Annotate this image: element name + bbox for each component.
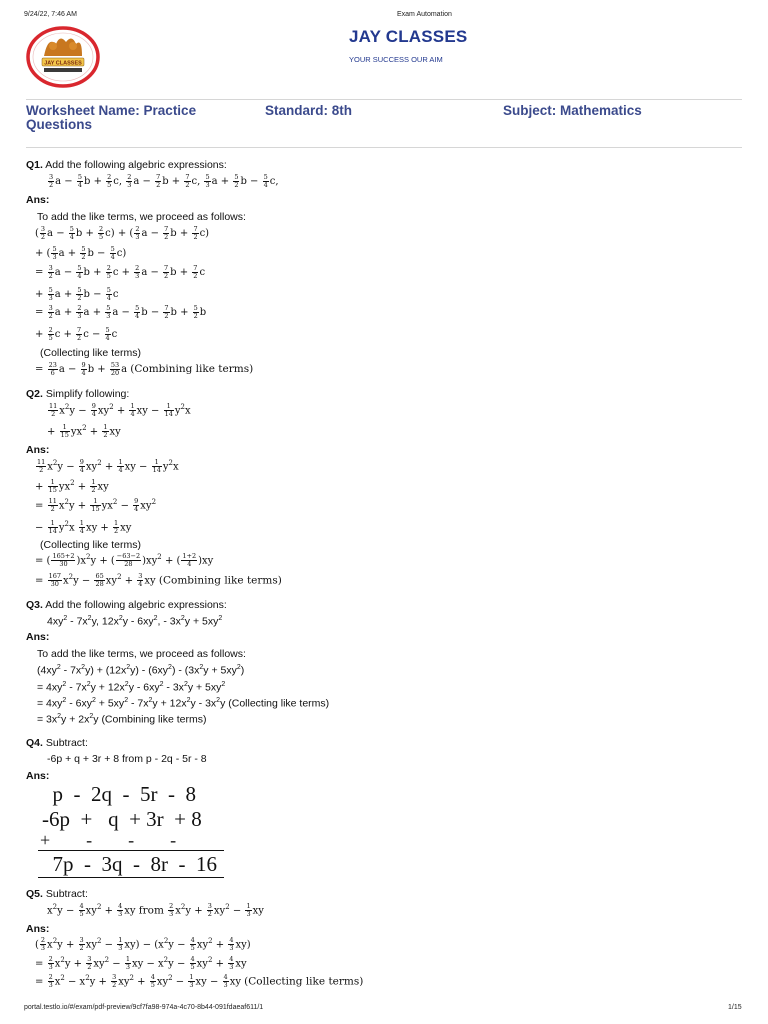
q2-text: Simplify following: [45, 388, 130, 400]
q1-label: Q1. [26, 159, 43, 171]
q5-step2: = $\frac{2}{3}$ $x^2y$ + $\frac{3}{2}$ $xy^2$ − $\frac{1}{3}$ xy − $x^2y$ − $\frac{4}{5}$ $xy^2$ + $\frac{4}{3}$ xy [35, 955, 247, 972]
standard-label: Standard: 8th [265, 103, 353, 118]
q3-label: Q3. [26, 599, 43, 611]
q1-step2: + ( $\frac{5}{3}$ a + $\frac{5}{2}$ b − $\frac{5}{4}$ c) [35, 245, 127, 261]
q1-step1: ( $\frac{3}{2}$ a − $\frac{5}{4}$ b + $\frac{2}{5}$ c) + ( $\frac{2}{3}$ a − $\frac{7}{2}$ b + $\frac{7}{2}$ c) [35, 225, 210, 241]
worksheet-name [26, 104, 196, 132]
q2-expression-line1: $\frac{11}{2}$ $x^2y$ − $\frac{9}{4}$ $xy^2$ + $\frac{1}{4}$ xy − $\frac{1}{14}$ $y^2x$ [49, 402, 191, 419]
brand-title: JAY CLASSES [349, 27, 468, 46]
q1-intro: To add the like terms, we proceed as follows: [37, 211, 246, 223]
q1-step3: = $\frac{3}{2}$ a − $\frac{5}{4}$ b + $\frac{2}{5}$ c + $\frac{2}{3}$ a − $\frac{7}{2}$ b + $\frac{7}{2}$ c [35, 264, 206, 280]
q5-expression: $x^2y$ − $\frac{4}{5}$ $xy^2$ + $\frac{4}{3}$ xy from $\frac{2}{3}$ $x^2y$ + $\frac{3}{2}$ $xy^2$ − $\frac{1}{3}$ xy [47, 902, 264, 919]
q3-ans-label: Ans: [26, 631, 50, 643]
q1-result: = $\frac{23}{6}$ a − $\frac{9}{4}$ b + $\frac{53}{20}$ a (Combining like terms) [35, 361, 254, 377]
q5-ans-label: Ans: [26, 923, 50, 935]
q5-step1: ( $\frac{2}{3}$ $x^2y$ + $\frac{3}{2}$ $xy^2$ − $\frac{1}{3}$ $xy) - (x^2y$ − $\frac{4}{5}$ $xy^2$ + $\frac{4}{3}$ xy) [35, 936, 251, 953]
divider-top [26, 99, 742, 100]
worksheet-name-line2: Questions [26, 117, 93, 132]
print-datetime: 9/24/22, 7:46 AM [24, 11, 77, 18]
q1-collecting: (Collecting like terms) [40, 347, 141, 359]
q4-row-minuend: p - 2q - 5r - 8 [42, 782, 196, 806]
q5-step3: = $\frac{2}{3}$ $x^2 - x^2y$ + $\frac{3}{2}$ $xy^2$ + $\frac{4}{5}$ $xy^2$ − $\frac{1}{3}$ xy − $\frac{4}{3}$ xy (Collecting like terms) [35, 973, 364, 990]
q3-intro: To add the like terms, we proceed as follows: [37, 648, 246, 660]
q2-step5: = ( $\frac{165+2}{30}$ )$x^2y$ + ( $\frac{-63-2}{28}$ )$xy^2$ + ( $\frac{1+2}{4}$ )xy [35, 552, 214, 569]
q2-label: Q2. [26, 388, 43, 400]
q3-collecting: (Collecting like terms) [228, 697, 330, 710]
q4-row-signs: + - - - [40, 830, 177, 850]
q4-label: Q4. [26, 737, 43, 749]
brand-tagline: YOUR SUCCESS OUR AIM [349, 55, 443, 64]
jay-classes-logo [26, 26, 100, 88]
q1-step6: + $\frac{2}{5}$ c + $\frac{7}{2}$ c − $\frac{5}{4}$ c [35, 326, 118, 342]
divider-meta [26, 147, 742, 148]
q1-text: Add the following algebric expressions: [45, 159, 227, 171]
q3-question [26, 599, 227, 611]
q1-combining: (Combining like terms) [130, 363, 254, 375]
q5-from: from [138, 904, 164, 917]
q2-step2: + $\frac{1}{15}$ $yx^2$ + $\frac{1}{2}$ xy [35, 478, 109, 495]
q2-result: = $\frac{167}{30}$ $x^2y$ − $\frac{65}{28}$ $xy^2$ + $\frac{3}{4}$ xy (Combining like terms) [35, 572, 282, 589]
q3-step3: = $4xy^2 - 6xy^2 + 5xy^2 - 7x^2y + 12x^2y - 3x^2y$ (Collecting like terms) [37, 697, 330, 710]
svg-text:JAY CLASSES: JAY CLASSES [44, 60, 82, 67]
q1-question [26, 159, 227, 171]
q5-collecting: (Collecting like terms) [244, 975, 364, 988]
q2-ans-label: Ans: [26, 444, 50, 456]
q3-expression: $4xy^2 - 7x^2y$, $12x^2y - 6xy^2$, - $3x^2y + 5xy^2$ [47, 615, 223, 628]
print-page-title: Exam Automation [397, 11, 452, 18]
q4-row-result: 7p - 3q - 8r - 16 [42, 852, 217, 876]
q2-combining: (Combining like terms) [158, 574, 282, 587]
q3-text: Add the following algebric expressions: [45, 599, 227, 611]
q4-rule-bottom [38, 877, 224, 878]
q1-expression: $\frac{3}{2}$ a − $\frac{5}{4}$ b + $\frac{2}{5}$ c, $\frac{2}{3}$ a − $\frac{7}{2}$ b + $\frac{7}{2}$ c, $\frac{5}{3}$ a + $\frac{5}{2}$ b − $\frac{5}{4}$ c, [49, 173, 279, 189]
q5-label: Q5. [26, 888, 43, 900]
q2-step4: − $\frac{1}{14}$ $y^2x$ $\frac{1}{4}$ xy + $\frac{1}{2}$ xy [35, 519, 132, 536]
q1-step5: = $\frac{3}{2}$ a + $\frac{2}{3}$ a + $\frac{5}{3}$ a − $\frac{5}{4}$ b − $\frac{7}{2}$ b + $\frac{5}{2}$ b [35, 304, 207, 320]
q3-result: = $3x^2y + 2x^2y$ (Combining like terms) [37, 713, 207, 726]
q2-collecting: (Collecting like terms) [40, 539, 141, 551]
q2-expression-line2: + $\frac{1}{15}$ $yx^2$ + $\frac{1}{2}$ xy [47, 423, 121, 440]
q1-ans-label: Ans: [26, 194, 50, 206]
print-url: portal.testlo.io/#/exam/pdf-preview/9cf7fa98-974a-4c70-8b44-091fdaeaf611/1 [24, 1004, 264, 1011]
subject-label: Subject: Mathematics [503, 103, 642, 118]
print-page-number: 1/15 [728, 1004, 742, 1011]
worksheet-name-line1: Worksheet Name: Practice [26, 103, 197, 118]
q4-row-subtrahend: -6p + q + 3r + 8 [42, 807, 202, 831]
q4-expression: -6p + q + 3r + 8 from p - 2q - 5r - 8 [47, 753, 207, 765]
q2-step3: = $\frac{11}{2}$ $x^2y$ + $\frac{1}{15}$ $yx^2$ − $\frac{9}{4}$ $xy^2$ [35, 497, 157, 514]
q1-step4: + $\frac{5}{3}$ a + $\frac{5}{2}$ b − $\frac{5}{4}$ c [35, 286, 119, 302]
q4-text: Subtract: [45, 737, 88, 749]
q2-step1: $\frac{11}{2}$ $x^2y$ − $\frac{9}{4}$ $xy^2$ + $\frac{1}{4}$ xy − $\frac{1}{14}$ $y^2x$ [37, 458, 179, 475]
q3-step1: $(4xy^2 - 7x^2y) + (12x^2y) - (6xy^2) - (3x^2y + 5xy^2)$ [37, 664, 245, 677]
q5-text: Subtract: [45, 888, 88, 900]
q5-question [26, 888, 88, 900]
q3-combining: (Combining like terms) [101, 713, 207, 726]
q2-question [26, 388, 129, 400]
q3-step2: = $4xy^2 - 7x^2y + 12x^2y - 6xy^2 - 3x^2y + 5xy^2$ [37, 681, 226, 694]
q4-ans-label: Ans: [26, 770, 50, 782]
q4-question [26, 737, 88, 749]
